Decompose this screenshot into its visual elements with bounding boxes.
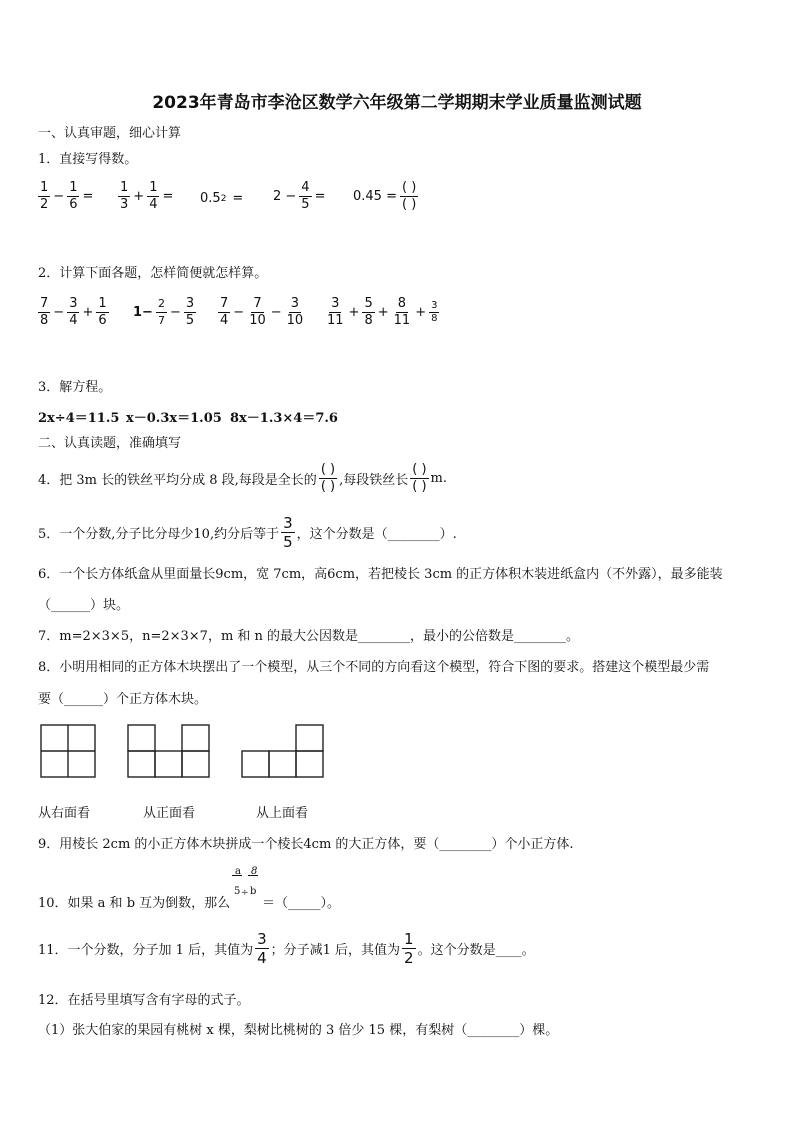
q12-label: 12．在括号里填写含有字母的式子。 — [38, 993, 250, 1008]
q10-prefix: 10．如果 a 和 b 互为倒数，那么 — [38, 896, 231, 911]
q2-expr-1: $\frac{7}{8}$ − $\frac{3}{4}$ + $\frac{1}{6}$ — [40, 296, 107, 328]
q3-eq-3: 8x－1.3×4＝7.6 — [230, 411, 338, 426]
q3-eq-1: 2x÷4＝11.5 — [38, 411, 120, 426]
caption-right-view: 从右面看 — [38, 806, 91, 821]
q8-line-1: 8．小明用相同的正方体木块摆出了一个模型，从三个不同的方向看这个模型，符合下图的要求。搭建这个模型最少需 — [38, 660, 710, 675]
caption-front-view: 从正面看 — [143, 806, 196, 821]
page-title: 2023年青岛市李沧区数学六年级第二学期期末学业质量监测试题 — [152, 93, 642, 113]
q1-item-4: 2 − $\frac{4}{5}$ = — [273, 180, 326, 212]
section-1-heading: 一、认真审题，细心计算 — [38, 126, 182, 141]
top-view-figure — [240, 722, 326, 780]
front-view-figure — [126, 722, 212, 780]
q2-expr-3: $\frac{7}{4}$ − $\frac{7}{10}$ − $\frac{3}{10}$ — [220, 296, 304, 328]
right-view-figure — [38, 722, 100, 780]
q1-item-2: $\frac{1}{3}$ + $\frac{1}{4}$ = — [120, 180, 174, 212]
q2-expr-4: $\frac{3}{11}$ + $\frac{5}{8}$ + $\frac{8}{11}$ + $\frac{3}{8}$ — [327, 296, 438, 328]
section-2-heading: 二、认真读题，准确填写 — [38, 436, 182, 451]
q1-item-5: 0.45 = $\frac{( )}{( )}$ — [353, 180, 417, 212]
q12-sub-1: （1）张大伯家的果园有桃树 x 棵，梨树比桃树的 3 倍少 15 棵，有梨树（________）棵。 — [38, 1023, 559, 1038]
q7: 7．m=2×3×5，n=2×3×7，m 和 n 的最大公因数是________，最小的公倍数是________。 — [38, 629, 580, 644]
q6-line-2: （______）块。 — [38, 598, 130, 613]
q2-label: 2．计算下面各题，怎样简便就怎样算。 — [38, 266, 268, 281]
q10-suffix: ＝（_____）。 — [262, 896, 341, 911]
q2-expr-2: 1− $\frac{2}{7}$ − $\frac{3}{5}$ — [133, 296, 195, 328]
q10-expression: a 5 ÷ 8 b — [234, 866, 258, 898]
q5: 5．一个分数,分子比分母少10,约分后等于 $\frac{3}{5}$ ，这个分数是（________）. — [38, 514, 457, 551]
q4: 4．把 3m 长的铁丝平均分成 8 段,每段是全长的 $\frac{( )}{( )}$ ,每段铁丝长 $\frac{( )}{( )}$ m. — [38, 462, 447, 494]
q3-label: 3．解方程。 — [38, 380, 112, 395]
q1-item-3: 0.5 2 = — [200, 191, 244, 206]
caption-top-view: 从上面看 — [256, 806, 309, 821]
q8-line-2: 要（______）个正方体木块。 — [38, 692, 208, 707]
q1-label: 1．直接写得数。 — [38, 152, 138, 167]
q9: 9．用棱长 2cm 的小正方体木块拼成一个棱长4cm 的大正方体，要（________）个小正方体. — [38, 837, 574, 852]
q3-eq-2: x－0.3x＝1.05 — [126, 411, 222, 426]
q11: 11．一个分数，分子加 1 后，其值为 $\frac{3}{4}$ ；分子减1 后，其值为 $\frac{1}{2}$ 。这个分数是____。 — [38, 930, 535, 967]
q6-line-1: 6．一个长方体纸盒从里面量长9cm，宽 7cm，高6cm，若把棱长 3cm 的正方体积木装进纸盒内（不外露），最多能装 — [38, 567, 723, 582]
q1-item-1: $\frac{1}{2}$ − $\frac{1}{6}$ = — [40, 180, 94, 212]
